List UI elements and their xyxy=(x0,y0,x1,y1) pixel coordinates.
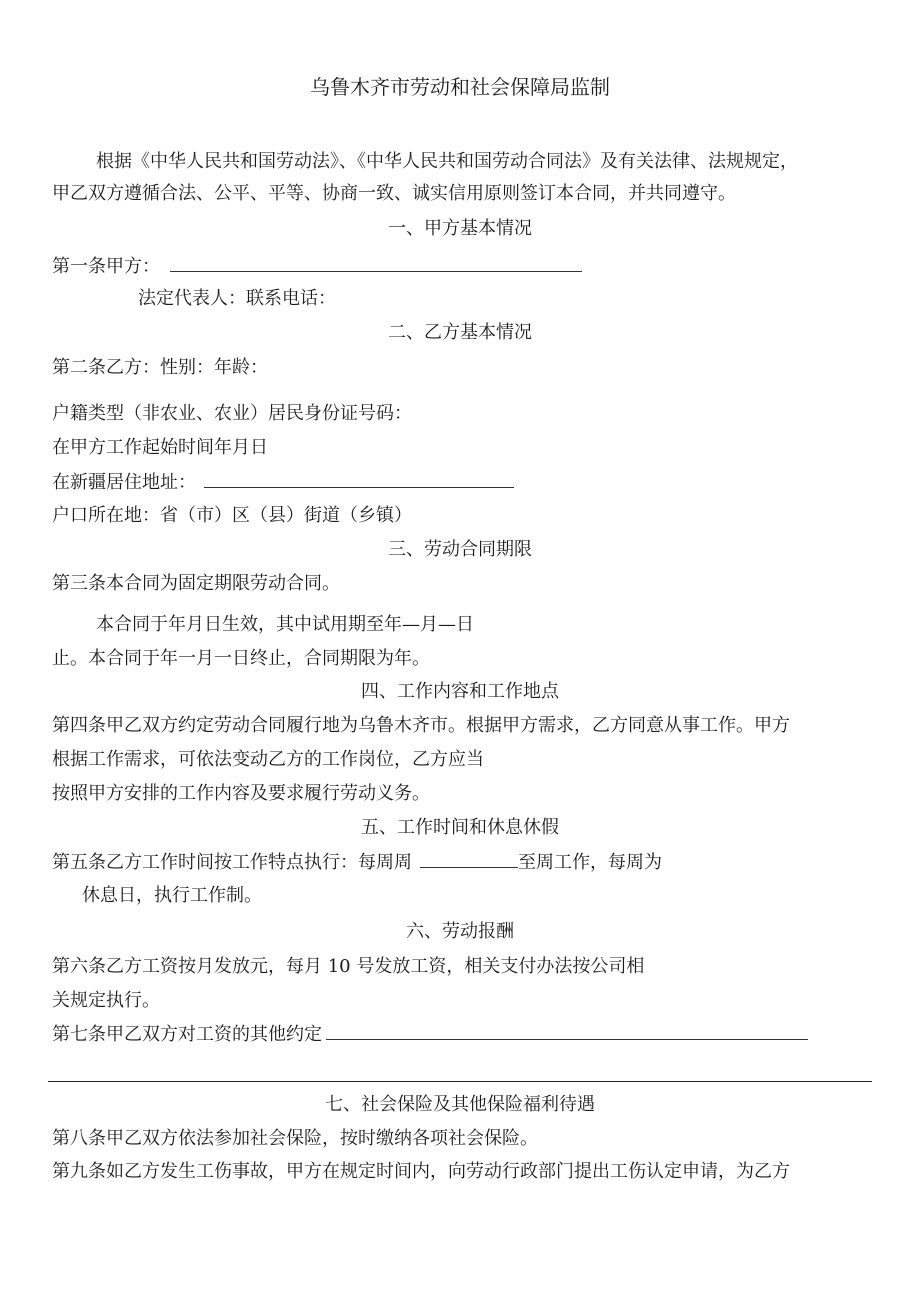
article-5-part-b: 至周工作，每周为 xyxy=(518,852,662,873)
article-2-hukou: 户籍类型（非农业、农业）居民身份证号码： xyxy=(52,403,412,424)
section-7-heading: 七、社会保险及其他保险福利待遇 xyxy=(325,1094,595,1115)
address-label: 在新疆居住地址： xyxy=(52,472,196,493)
section-5-heading: 五、工作时间和休息休假 xyxy=(361,817,559,838)
page-divider xyxy=(48,1081,872,1082)
document-title: 乌鲁木齐市劳动和社会保障局监制 xyxy=(310,75,610,99)
section-2-heading: 二、乙方基本情况 xyxy=(388,322,532,343)
party-a-name-blank[interactable] xyxy=(170,254,582,272)
article-2: 第二条乙方：性别：年龄： xyxy=(52,357,268,378)
section-3-heading: 三、劳动合同期限 xyxy=(388,539,532,560)
article-2-registered-residence: 户口所在地：省（市）区（县）街道（乡镇） xyxy=(52,505,412,526)
article-1-representative: 法定代表人：联系电话： xyxy=(138,288,336,309)
article-5-line-1 xyxy=(52,850,662,875)
article-5-part-a: 第五条乙方工作时间按工作特点执行：每周周 xyxy=(52,852,412,873)
wage-agreement-blank[interactable] xyxy=(326,1022,808,1040)
article-9: 第九条如乙方发生工伤事故，甲方在规定时间内，向劳动行政部门提出工伤认定申请，为乙方 xyxy=(52,1161,790,1182)
intro-line-1: 根据《中华人民共和国劳动法》、《中华人民共和国劳动合同法》及有关法律、法规规定， xyxy=(96,151,798,172)
section-1-heading: 一、甲方基本情况 xyxy=(388,218,532,239)
article-6-line-1: 第六条乙方工资按月发放元，每月 10 号发放工资，相关支付办法按公司相 xyxy=(52,956,645,977)
article-1 xyxy=(52,254,582,279)
article-1-label: 第一条甲方： xyxy=(52,256,160,277)
article-3: 第三条本合同为固定期限劳动合同。 xyxy=(52,573,340,594)
article-4-line-3: 按照甲方安排的工作内容及要求履行劳动义务。 xyxy=(52,783,430,804)
article-2-start-date: 在甲方工作起始时间年月日 xyxy=(52,437,268,458)
article-7-label: 第七条甲乙双方对工资的其他约定 xyxy=(52,1024,322,1045)
article-4-line-2: 根据工作需求，可依法变动乙方的工作岗位，乙方应当 xyxy=(52,749,484,770)
article-2-address xyxy=(52,470,514,495)
article-8: 第八条甲乙双方依法参加社会保险，按时缴纳各项社会保险。 xyxy=(52,1128,538,1149)
section-6-heading: 六、劳动报酬 xyxy=(406,921,514,942)
article-4-line-1: 第四条甲乙双方约定劳动合同履行地为乌鲁木齐市。根据甲方需求，乙方同意从事工作。甲方 xyxy=(52,715,790,736)
address-blank[interactable] xyxy=(204,470,514,488)
article-3-para-2: 止。本合同于年一月一日终止，合同期限为年。 xyxy=(52,648,430,669)
article-6-line-2: 关规定执行。 xyxy=(52,990,160,1011)
article-7 xyxy=(52,1022,808,1047)
section-4-heading: 四、工作内容和工作地点 xyxy=(361,681,559,702)
article-3-para-1: 本合同于年月日生效，其中试用期至年—月—日 xyxy=(96,614,474,635)
article-5-line-2: 休息日，执行工作制。 xyxy=(82,885,262,906)
intro-line-2: 甲乙双方遵循合法、公平、平等、协商一致、诚实信用原则签订本合同，并共同遵守。 xyxy=(52,183,736,204)
work-day-start-blank[interactable] xyxy=(420,850,518,868)
